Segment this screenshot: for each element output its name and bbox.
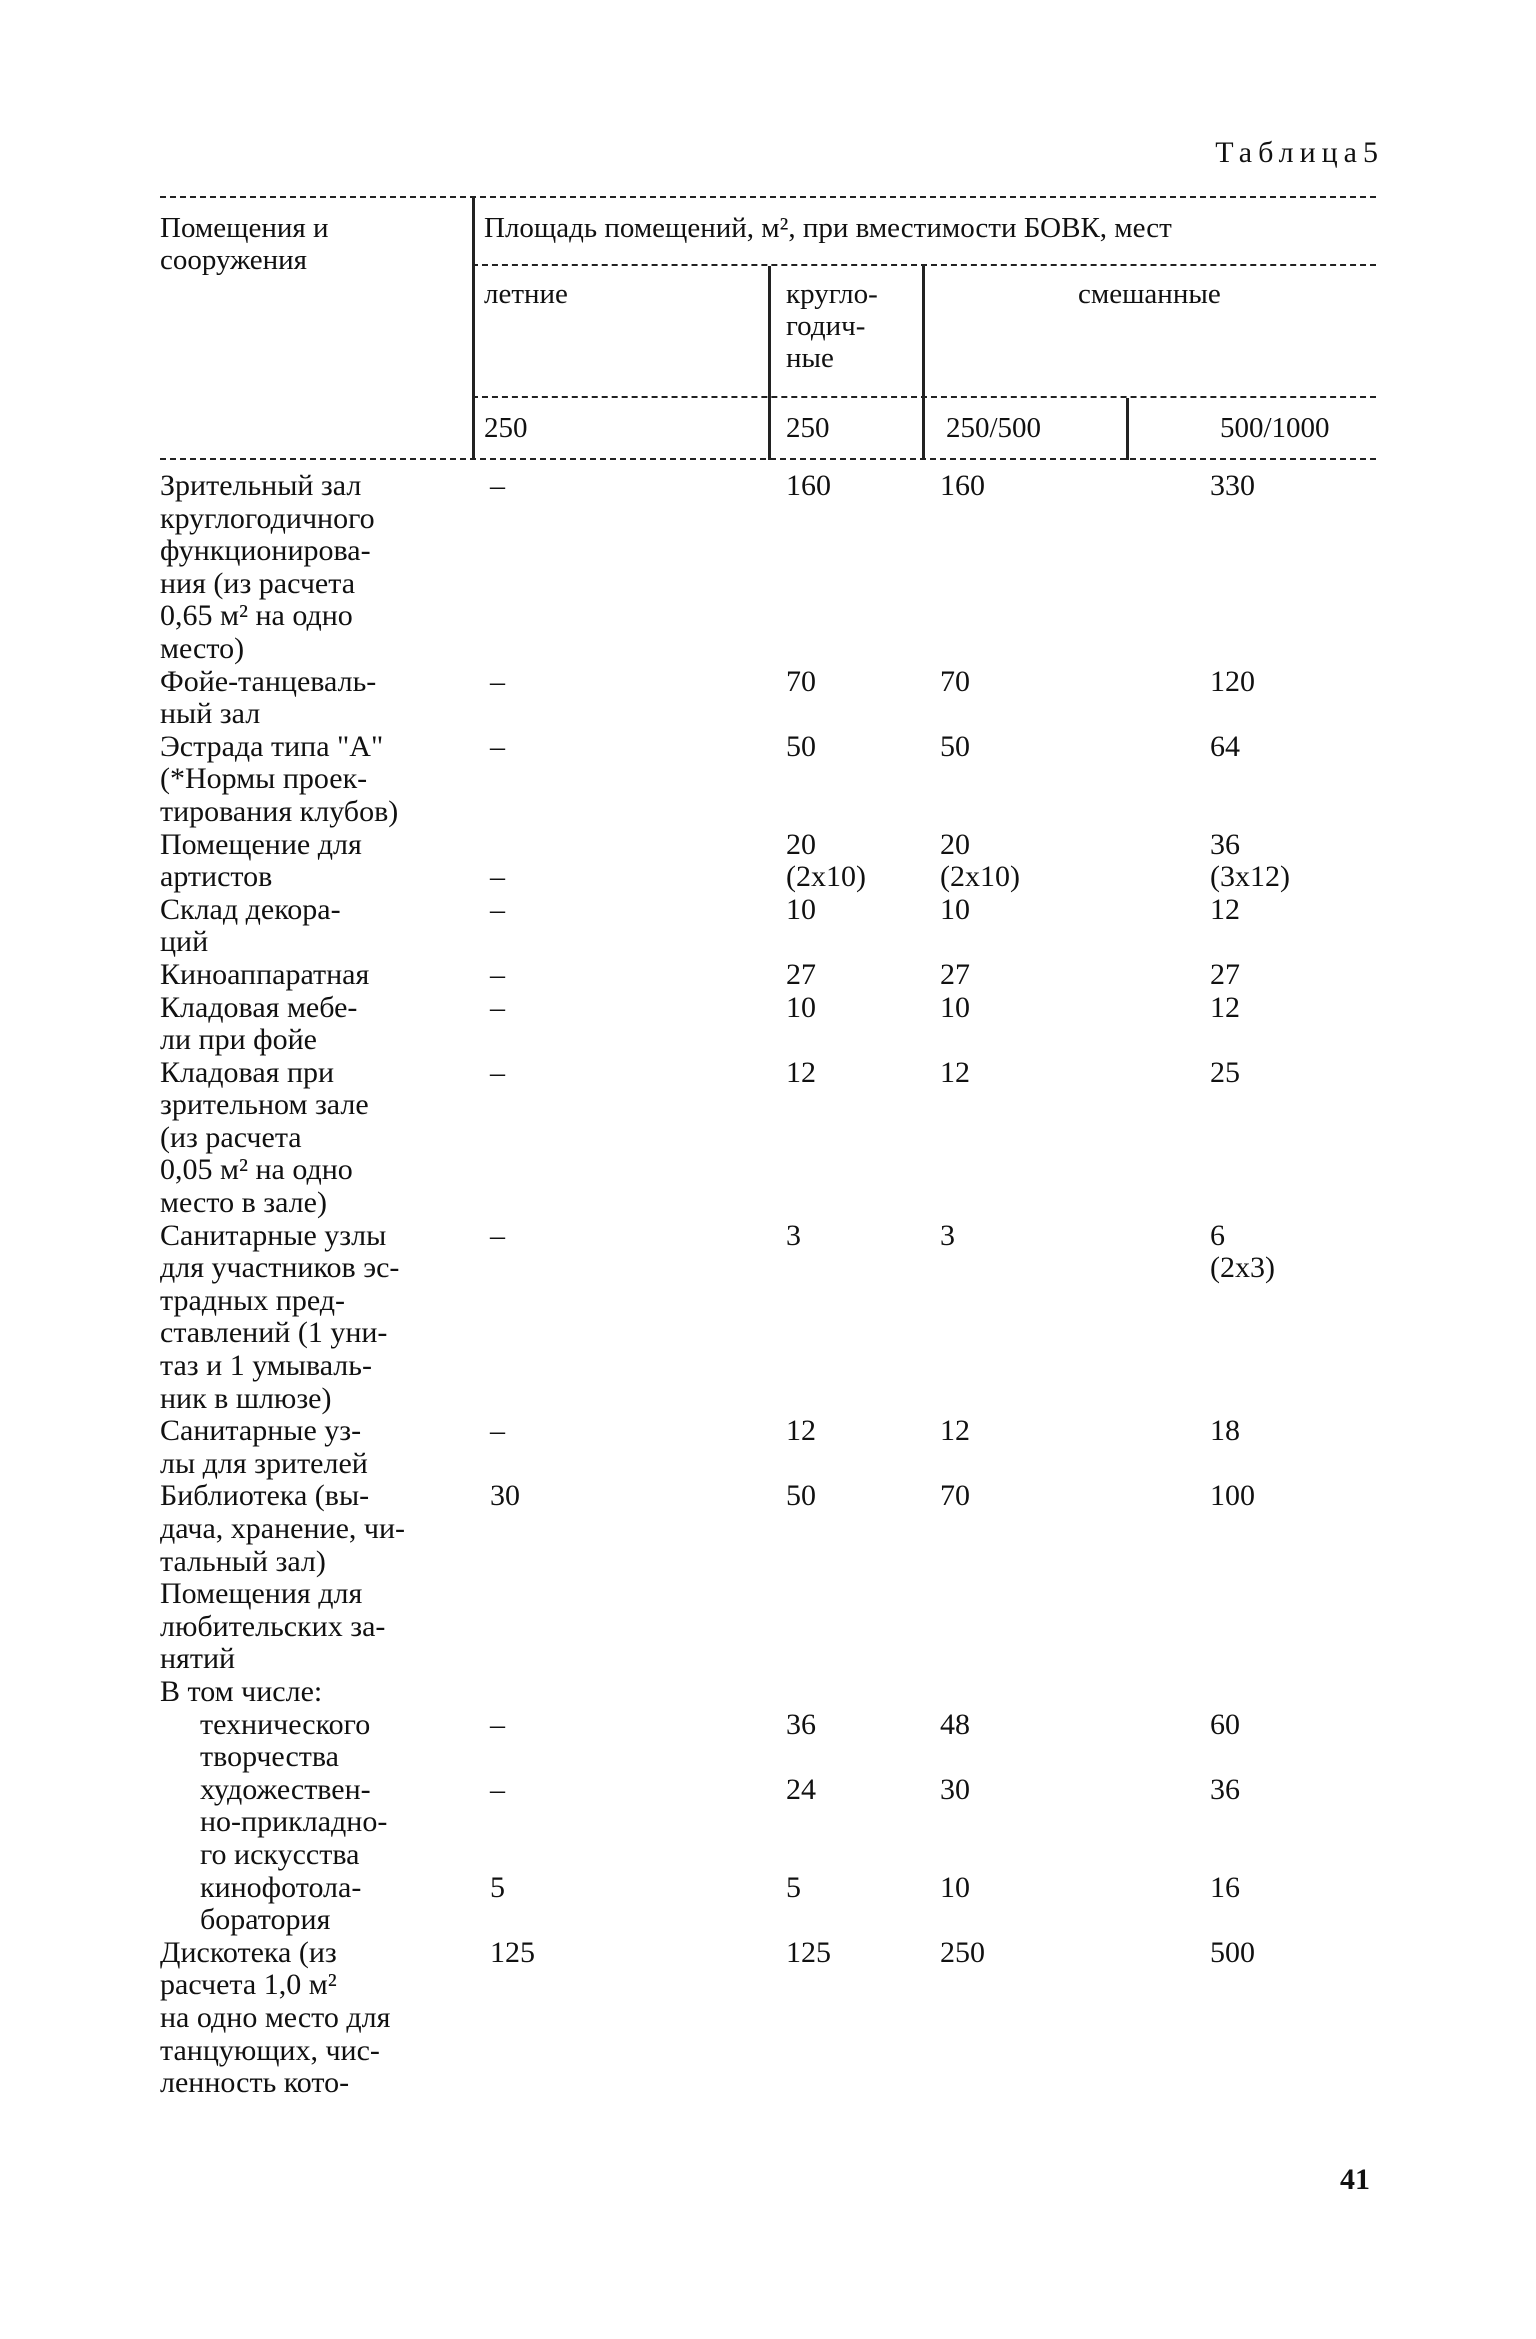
- cell-mixed-250-500: 27: [940, 957, 970, 991]
- header-cap-mixed-1: 250/500: [946, 412, 1042, 444]
- row-label: Санитарные узлы для участников эс- традных пред- ставлений (1 уни- таз и 1 умываль- ник в шлюзе): [160, 1218, 400, 1415]
- header-area-title: Площадь помещений, м², при вместимости БОВК, мест: [484, 212, 1172, 244]
- row-label: Кладовая при зрительном зале (из расчета 0,05 м² на одно место в зале): [160, 1055, 369, 1220]
- cell-summer-250: –: [490, 957, 505, 991]
- cell-mixed-250-500: 10: [940, 892, 970, 926]
- table-row: [0, 1057, 1536, 1220]
- cell-summer-250: –: [490, 1055, 505, 1089]
- cell-yearround-250: 12: [786, 1055, 816, 1089]
- header-vrule-2: [768, 266, 771, 460]
- cell-yearround-250: 50: [786, 729, 816, 763]
- page-number: 41: [1340, 2163, 1370, 2196]
- cell-mixed-250-500: 12: [940, 1414, 970, 1448]
- cell-mixed-250-500: 160: [940, 469, 985, 502]
- row-label: Эстрада типа "А" (*Нормы проек- тирования клубов): [160, 729, 399, 828]
- row-label: Кладовая мебе- ли при фойе: [160, 990, 358, 1057]
- header-vrule-1: [472, 196, 475, 460]
- table-row: [0, 1872, 1536, 1937]
- table-row: [0, 1709, 1536, 1774]
- cell-summer-250: –: [490, 1707, 505, 1741]
- cell-mixed-250-500: 12: [940, 1055, 970, 1089]
- row-label: Библиотека (вы- дача, хранение, чи- тальный зал): [160, 1479, 406, 1578]
- cell-mixed-500-1000: 330: [1210, 469, 1255, 502]
- row-label: Склад декора- ций: [160, 892, 341, 959]
- cell-mixed-500-1000: 500: [1210, 1935, 1255, 1969]
- cell-yearround-250: 24: [786, 1772, 816, 1806]
- table-row: [0, 1774, 1536, 1872]
- cell-yearround-250: 160: [786, 469, 831, 502]
- cell-yearround-250: 10: [786, 892, 816, 926]
- row-label: В том числе:: [160, 1674, 323, 1708]
- cell-mixed-250-500: 10: [940, 1870, 970, 1904]
- cell-mixed-500-1000: 64: [1210, 729, 1240, 763]
- cell-yearround-250: 20 (2x10): [786, 827, 866, 894]
- header-cap-mixed-2: 500/1000: [1220, 412, 1330, 444]
- cell-yearround-250: 27: [786, 957, 816, 991]
- cell-summer-250: –: [490, 1218, 505, 1252]
- row-label: Помещения для любительских за- нятий: [160, 1577, 386, 1676]
- row-label: Дискотека (из расчета 1,0 м² на одно место для танцующих, чис- ленность кото-: [160, 1935, 391, 2100]
- row-label: кинофотола- боратория: [200, 1870, 362, 1937]
- cell-yearround-250: 10: [786, 990, 816, 1024]
- cell-mixed-500-1000: 120: [1210, 664, 1255, 698]
- cell-mixed-250-500: 30: [940, 1772, 970, 1806]
- row-label: Киноаппаратная: [160, 957, 370, 991]
- cell-mixed-500-1000: 36: [1210, 1772, 1240, 1806]
- cell-summer-250: –: [490, 860, 505, 894]
- cell-mixed-250-500: 50: [940, 729, 970, 763]
- cell-mixed-500-1000: 12: [1210, 892, 1240, 926]
- header-cap-yearround: 250: [786, 412, 830, 444]
- cell-mixed-250-500: 70: [940, 664, 970, 698]
- table-row: [0, 959, 1536, 992]
- table-row: [0, 829, 1536, 894]
- cell-summer-250: –: [490, 729, 505, 763]
- cell-mixed-500-1000: 60: [1210, 1707, 1240, 1741]
- header-mixed: смешанные: [1078, 278, 1221, 310]
- cell-summer-250: –: [490, 1772, 505, 1806]
- row-label: Зрительный зал круглогодичного функционирова- ния (из расчета 0,65 м² на одно место): [160, 469, 375, 665]
- cell-mixed-500-1000: 100: [1210, 1479, 1255, 1513]
- header-vrule-3: [922, 266, 925, 460]
- header-cap-summer: 250: [484, 412, 528, 444]
- row-label: художествен- но-прикладно- го искусства: [200, 1772, 388, 1871]
- header-yearround: кругло- годич- ные: [786, 278, 878, 374]
- cell-summer-250: –: [490, 664, 505, 698]
- table-body: [0, 470, 1536, 2100]
- table-row: [0, 666, 1536, 731]
- cell-mixed-500-1000: 25: [1210, 1055, 1240, 1089]
- table-row: [0, 731, 1536, 829]
- cell-mixed-500-1000: 27: [1210, 957, 1240, 991]
- cell-summer-250: 30: [490, 1479, 520, 1513]
- cell-yearround-250: 12: [786, 1414, 816, 1448]
- cell-summer-250: –: [490, 990, 505, 1024]
- header-vrule-4: [1126, 398, 1129, 460]
- cell-yearround-250: 50: [786, 1479, 816, 1513]
- cell-mixed-250-500: 48: [940, 1707, 970, 1741]
- cell-yearround-250: 3: [786, 1218, 801, 1252]
- cell-yearround-250: 36: [786, 1707, 816, 1741]
- cell-mixed-250-500: 3: [940, 1218, 955, 1252]
- header-rooms: Помещения и сооружения: [160, 212, 329, 276]
- row-label: Помещение для артистов: [160, 827, 362, 894]
- table-row: [0, 1578, 1536, 1676]
- cell-summer-250: –: [490, 892, 505, 926]
- table-row: [0, 1480, 1536, 1578]
- table-caption: Таблица5: [1215, 136, 1384, 169]
- table-row: [0, 1937, 1536, 2100]
- cell-mixed-250-500: 10: [940, 990, 970, 1024]
- table-row: [0, 470, 1536, 666]
- table-row: [0, 992, 1536, 1057]
- cell-mixed-500-1000: 18: [1210, 1414, 1240, 1448]
- table-top-rule: [160, 196, 1376, 198]
- table-row: [0, 1415, 1536, 1480]
- table-row: [0, 1676, 1536, 1709]
- cell-yearround-250: 70: [786, 664, 816, 698]
- cell-summer-250: 125: [490, 1935, 535, 1969]
- row-label: Фойе-танцеваль- ный зал: [160, 664, 377, 731]
- cell-mixed-250-500: 20 (2x10): [940, 827, 1020, 894]
- cell-mixed-500-1000: 36 (3x12): [1210, 827, 1290, 894]
- cell-summer-250: 5: [490, 1870, 505, 1904]
- cell-yearround-250: 5: [786, 1870, 801, 1904]
- row-label: технического творчества: [200, 1707, 371, 1774]
- row-label: Санитарные уз- лы для зрителей: [160, 1414, 368, 1480]
- header-summer: летние: [484, 278, 568, 310]
- cell-mixed-500-1000: 12: [1210, 990, 1240, 1024]
- cell-mixed-500-1000: 6 (2x3): [1210, 1218, 1275, 1285]
- cell-mixed-250-500: 70: [940, 1479, 970, 1513]
- table-row: [0, 894, 1536, 959]
- cell-mixed-500-1000: 16: [1210, 1870, 1240, 1904]
- cell-yearround-250: 125: [786, 1935, 831, 1969]
- cell-summer-250: –: [490, 1414, 505, 1448]
- cell-summer-250: –: [490, 469, 505, 502]
- table-row: [0, 1220, 1536, 1416]
- cell-mixed-250-500: 250: [940, 1935, 985, 1969]
